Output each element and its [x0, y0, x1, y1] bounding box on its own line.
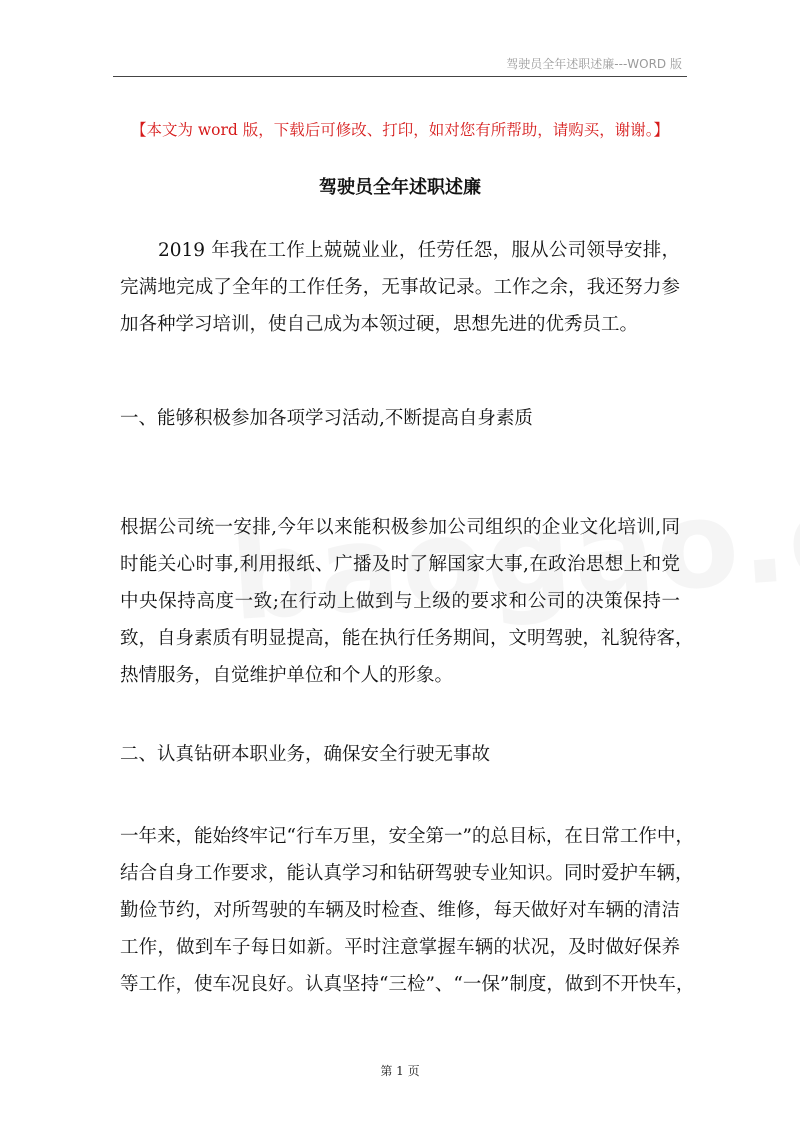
section-heading-2: 二、认真钻研本职业务，确保安全行驶无事故	[120, 744, 491, 765]
page-number: 第 1 页	[380, 1064, 420, 1078]
paragraph-line: 完满地完成了全年的工作任务，无事故记录。工作之余，我还努力参	[120, 277, 680, 298]
paragraph-line: 勤俭节约，对所驾驶的车辆及时检查、维修，每天做好对车辆的清洁	[120, 900, 680, 921]
paragraph-line: 热情服务，自觉维护单位和个人的形象。	[120, 665, 454, 686]
section-heading-1: 一、能够积极参加各项学习活动,不断提高自身素质	[120, 408, 533, 429]
paragraph-line: 加各种学习培训，使自己成为本领过硬，思想先进的优秀员工。	[120, 314, 639, 335]
paragraph-line: 一年来，能始终牢记“行车万里，安全第一”的总目标，在日常工作中，	[120, 826, 694, 847]
paragraph-line: 2019 年我在工作上兢兢业业，任劳任怨，服从公司领导安排，	[158, 240, 680, 261]
running-header: 驾驶员全年述职述廉---WORD 版	[506, 57, 682, 71]
document-title: 驾驶员全年述职述廉	[319, 177, 481, 198]
paragraph-line: 工作，做到车子每日如新。平时注意掌握车辆的状况，及时做好保养	[120, 937, 680, 958]
section-1-paragraph	[120, 509, 694, 694]
paragraph-line: 中央保持高度一致;在行动上做到与上级的要求和公司的决策保持一	[120, 591, 680, 612]
paragraph-line: 时能关心时事,利用报纸、广播及时了解国家大事,在政治思想上和党	[120, 554, 680, 575]
paragraph-line: 结合自身工作要求，能认真学习和钻研驾驶专业知识。同时爱护车辆，	[120, 863, 694, 884]
paragraph-line: 致，自身素质有明显提高，能在执行任务期间，文明驾驶，礼貌待客，	[120, 628, 694, 649]
paragraph-line: 等工作，使车况良好。认真坚持“三检”、“一保”制度，做到不开快车，	[120, 974, 695, 995]
paragraph-line: 根据公司统一安排,今年以来能积极参加公司组织的企业文化培训,同	[120, 517, 680, 538]
section-2-paragraph	[120, 818, 695, 1003]
purchase-notice: 【本文为 word 版，下载后可修改、打印，如对您有所帮助，请购买，谢谢。】	[130, 121, 670, 139]
header-divider	[113, 76, 687, 77]
intro-paragraph	[120, 232, 680, 343]
